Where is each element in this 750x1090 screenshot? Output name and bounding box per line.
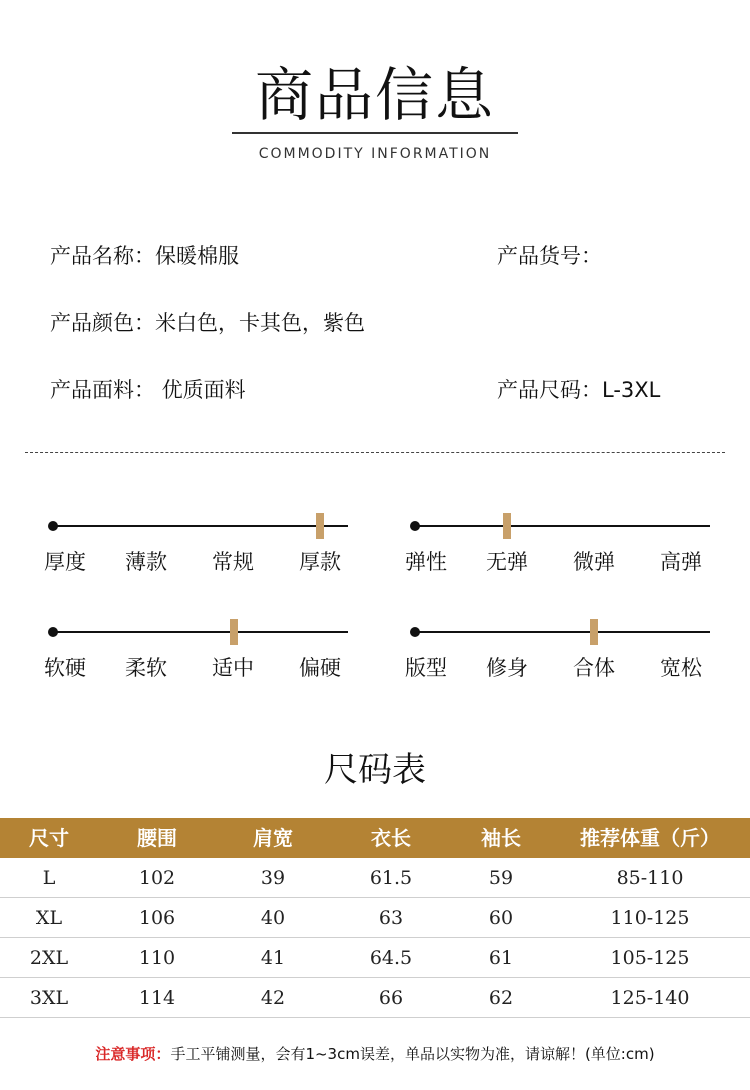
table-row xyxy=(0,858,750,898)
scale-option: 宽松 xyxy=(660,656,702,680)
table-cell: 60 xyxy=(488,907,514,929)
scale-selected-marker xyxy=(316,513,324,539)
table-cell: 125-140 xyxy=(610,987,690,1009)
scale-option: 厚款 xyxy=(299,550,341,574)
table-cell: 110-125 xyxy=(610,907,690,929)
table-header-cell: 尺寸 xyxy=(29,826,69,850)
table-row xyxy=(0,938,750,978)
scale-start-dot xyxy=(410,627,420,637)
table-row xyxy=(0,978,750,1018)
scale-option: 柔软 xyxy=(125,656,167,680)
table-cell: 110 xyxy=(138,947,176,969)
scale-elasticity xyxy=(405,496,710,576)
table-header-row xyxy=(0,818,750,858)
scale-title: 厚度 xyxy=(44,550,86,574)
page-title: 商品信息 xyxy=(254,61,495,129)
scale-start-dot xyxy=(48,627,58,637)
product-sizes: 产品尺码：L-3XL xyxy=(497,378,661,402)
table-header-cell: 推荐体重（斤） xyxy=(580,826,720,850)
scale-title: 版型 xyxy=(405,656,447,680)
table-cell: 39 xyxy=(260,867,286,889)
table-cell: 114 xyxy=(138,987,176,1009)
table-cell: 2XL xyxy=(29,947,69,969)
table-cell: 40 xyxy=(260,907,286,929)
scale-title: 弹性 xyxy=(405,550,447,574)
page-subtitle: COMMODITY INFORMATION xyxy=(258,146,492,162)
table-cell: XL xyxy=(35,907,63,929)
table-cell: 64.5 xyxy=(369,947,413,969)
table-cell: 102 xyxy=(138,867,176,889)
scale-option: 合体 xyxy=(573,656,615,680)
product-name: 产品名称：保暖棉服 xyxy=(50,244,239,268)
table-cell: 3XL xyxy=(29,987,69,1009)
scale-option: 无弹 xyxy=(486,550,528,574)
scale-selected-marker xyxy=(503,513,511,539)
product-sku: 产品货号： xyxy=(497,244,602,268)
scale-track xyxy=(54,525,348,527)
table-cell: 63 xyxy=(378,907,404,929)
scale-option: 偏硬 xyxy=(299,656,341,680)
scale-fit xyxy=(405,602,710,682)
scale-track xyxy=(54,631,348,633)
product-fabric: 产品面料： 优质面料 xyxy=(50,378,246,402)
table-cell: 66 xyxy=(378,987,404,1009)
table-header-cell: 衣长 xyxy=(371,826,411,850)
table-header-cell: 肩宽 xyxy=(253,826,293,850)
scale-thickness xyxy=(44,496,348,576)
table-cell: 61 xyxy=(488,947,514,969)
size-table-title: 尺码表 xyxy=(324,750,426,790)
scale-track xyxy=(416,631,710,633)
scale-option: 适中 xyxy=(212,656,254,680)
product-colors: 产品颜色：米白色，卡其色，紫色 xyxy=(50,311,365,335)
table-cell: 85-110 xyxy=(616,867,684,889)
scale-option: 修身 xyxy=(486,656,528,680)
title-divider xyxy=(232,132,518,134)
scale-start-dot xyxy=(410,521,420,531)
scale-option: 常规 xyxy=(212,550,254,574)
scale-start-dot xyxy=(48,521,58,531)
scale-option: 高弹 xyxy=(660,550,702,574)
scale-track xyxy=(416,525,710,527)
size-table xyxy=(0,818,750,1018)
table-cell: 106 xyxy=(138,907,176,929)
table-cell: 61.5 xyxy=(369,867,413,889)
section-divider xyxy=(25,452,725,453)
scale-softness xyxy=(44,602,348,682)
table-cell: 62 xyxy=(488,987,514,1009)
scale-selected-marker xyxy=(590,619,598,645)
table-header-cell: 腰围 xyxy=(137,826,177,850)
measurement-note xyxy=(0,1043,750,1064)
table-cell: 105-125 xyxy=(610,947,690,969)
table-cell: 59 xyxy=(488,867,514,889)
table-row xyxy=(0,898,750,938)
table-cell: 41 xyxy=(260,947,286,969)
table-header-cell: 袖长 xyxy=(481,826,521,850)
table-cell: 42 xyxy=(260,987,286,1009)
scale-selected-marker xyxy=(230,619,238,645)
note-text: 手工平铺测量，会有1~3cm误差，单品以实物为准，请谅解！(单位:cm) xyxy=(170,1045,655,1063)
scale-title: 软硬 xyxy=(44,656,86,680)
scale-option: 薄款 xyxy=(125,550,167,574)
scale-option: 微弹 xyxy=(573,550,615,574)
table-cell: L xyxy=(42,867,56,889)
note-label: 注意事项： xyxy=(95,1045,171,1063)
